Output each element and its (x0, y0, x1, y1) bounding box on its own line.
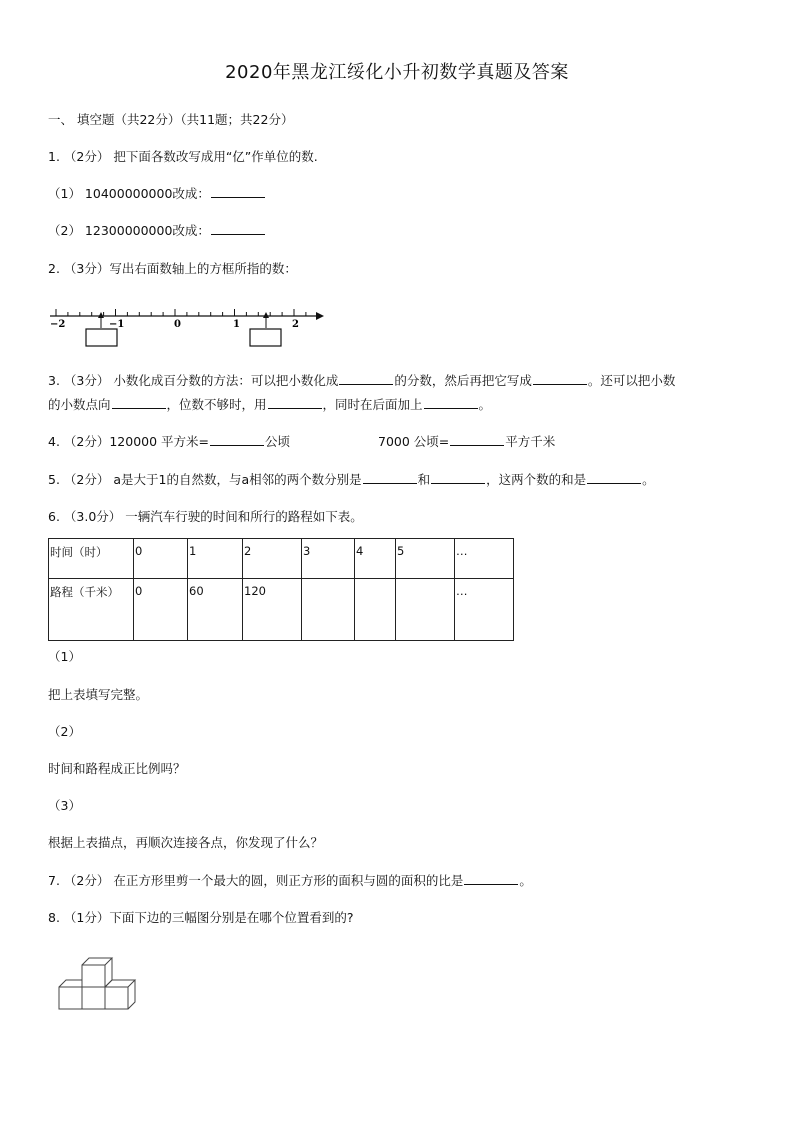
question-1-part-2-text: （2） 12300000000改成： (48, 223, 210, 238)
cube-face (82, 987, 105, 1009)
question-7-text: 7. （2分） 在正方形里剪一个最大的圆，则正方形的面积与圆的面积的比是 (48, 873, 464, 888)
answer-blank[interactable] (339, 372, 393, 385)
question-2-stem: 2. （3分）写出右面数轴上的方框所指的数： (48, 261, 297, 276)
answer-blank[interactable] (112, 396, 166, 409)
question-5-text: 5. （2分） a是大于1的自然数，与a相邻的两个数分别是 (48, 472, 362, 487)
question-1-part-1 (48, 184, 266, 202)
question-6-sub-2-label: （2） (48, 724, 81, 739)
tick-label: −2 (50, 319, 66, 330)
cube-face (105, 987, 128, 1009)
question-4-text: 4. （2分）120000 平方米= (48, 434, 210, 449)
table-cell: 2 (243, 539, 302, 579)
section-heading: 一、 填空题（共22分）（共11题；共22分） (48, 112, 294, 127)
answer-blank[interactable] (210, 433, 264, 446)
question-5-text: ，这两个数的和是 (486, 472, 587, 487)
table-cell: 0 (134, 539, 188, 579)
question-3-text: 3. （3分） 小数化成百分数的方法：可以把小数化成 (48, 373, 339, 388)
pointer-right-head (263, 312, 269, 318)
question-3-text: 。还可以把小数 (587, 373, 676, 388)
number-line-figure (48, 296, 328, 352)
question-3-text: 的分数，然后再把它写成 (394, 373, 532, 388)
table-cell: 时间（时） (49, 539, 134, 579)
question-1-part-2 (48, 221, 266, 239)
question-3-text: ，位数不够时，用 (166, 397, 267, 412)
tick-label: 1 (233, 319, 240, 330)
cube-face (82, 965, 105, 987)
question-1-part-1-text: （1） 10400000000改成： (48, 186, 210, 201)
tick-label: 2 (292, 319, 299, 330)
cube-top (105, 980, 135, 987)
question-6-sub-2-text: 时间和路程成正比例吗？ (48, 761, 186, 776)
question-6-sub-3-label: （3） (48, 798, 81, 813)
question-6-sub-1-text: 把上表填写完整。 (48, 687, 149, 702)
question-4-text: 平方千米 (505, 434, 556, 449)
table-cell: … (455, 579, 514, 641)
tick-label: 0 (174, 319, 181, 330)
question-5-text: 。 (642, 472, 655, 487)
answer-blank[interactable] (268, 396, 322, 409)
answer-blank[interactable] (464, 872, 518, 885)
question-7-text: 。 (519, 873, 532, 888)
question-4-text: 7000 公顷= (378, 434, 450, 449)
table-cell: 路程（千米） (49, 579, 134, 641)
question-7 (48, 871, 532, 889)
table-row (49, 539, 514, 579)
question-6-stem: 6. （3.0分） 一辆汽车行驶的时间和所行的路程如下表。 (48, 509, 363, 524)
table-row (49, 579, 514, 641)
table-cell-empty[interactable] (355, 579, 396, 641)
answer-blank[interactable] (587, 471, 641, 484)
answer-blank[interactable] (211, 185, 265, 198)
cube-top (82, 958, 112, 965)
answer-blank[interactable] (211, 222, 265, 235)
question-6-sub-3-text: 根据上表描点，再顺次连接各点，你发现了什么？ (48, 835, 324, 850)
answer-blank[interactable] (450, 433, 504, 446)
table-cell: 4 (355, 539, 396, 579)
question-6-sub-1-label: （1） (48, 649, 81, 664)
number-line-svg (48, 296, 328, 352)
cube-face (59, 987, 82, 1009)
question-3-line-1 (48, 371, 675, 389)
page-title: 2020年黑龙江绥化小升初数学真题及答案 (225, 62, 569, 83)
table-cell: 120 (243, 579, 302, 641)
question-3-text: 的小数点向 (48, 397, 111, 412)
cube-side (128, 980, 135, 1009)
question-8-stem: 8. （1分）下面下边的三幅图分别是在哪个位置看到的? (48, 910, 354, 925)
table-cell: 60 (188, 579, 243, 641)
number-line-arrow (316, 312, 324, 320)
cube-side (105, 958, 112, 987)
question-4-part-2 (378, 432, 555, 450)
answer-box-right (250, 329, 281, 346)
time-distance-table (48, 538, 514, 641)
cube-top (59, 980, 82, 987)
cube-stack-figure (54, 955, 144, 1015)
tick-label: −1 (109, 319, 125, 330)
table-cell-empty[interactable] (302, 579, 355, 641)
number-line-ticks (56, 309, 306, 316)
cube-stack-svg (54, 955, 144, 1015)
answer-blank[interactable] (533, 372, 587, 385)
answer-blank[interactable] (424, 396, 478, 409)
table-cell: 0 (134, 579, 188, 641)
table-cell: 5 (396, 539, 455, 579)
table-cell: 1 (188, 539, 243, 579)
question-1-stem: 1. （2分） 把下面各数改写成用“亿”作单位的数. (48, 149, 318, 164)
answer-blank[interactable] (431, 471, 485, 484)
question-5 (48, 470, 655, 488)
table-cell: 3 (302, 539, 355, 579)
table-cell-empty[interactable] (396, 579, 455, 641)
answer-box-left (86, 329, 117, 346)
question-4 (48, 432, 290, 450)
question-3-line-2 (48, 395, 491, 413)
table-cell: … (455, 539, 514, 579)
answer-blank[interactable] (363, 471, 417, 484)
question-4-text: 公顷 (265, 434, 291, 449)
question-3-text: ，同时在后面加上 (322, 397, 423, 412)
question-5-text: 和 (417, 472, 431, 487)
question-3-text: 。 (478, 397, 492, 412)
